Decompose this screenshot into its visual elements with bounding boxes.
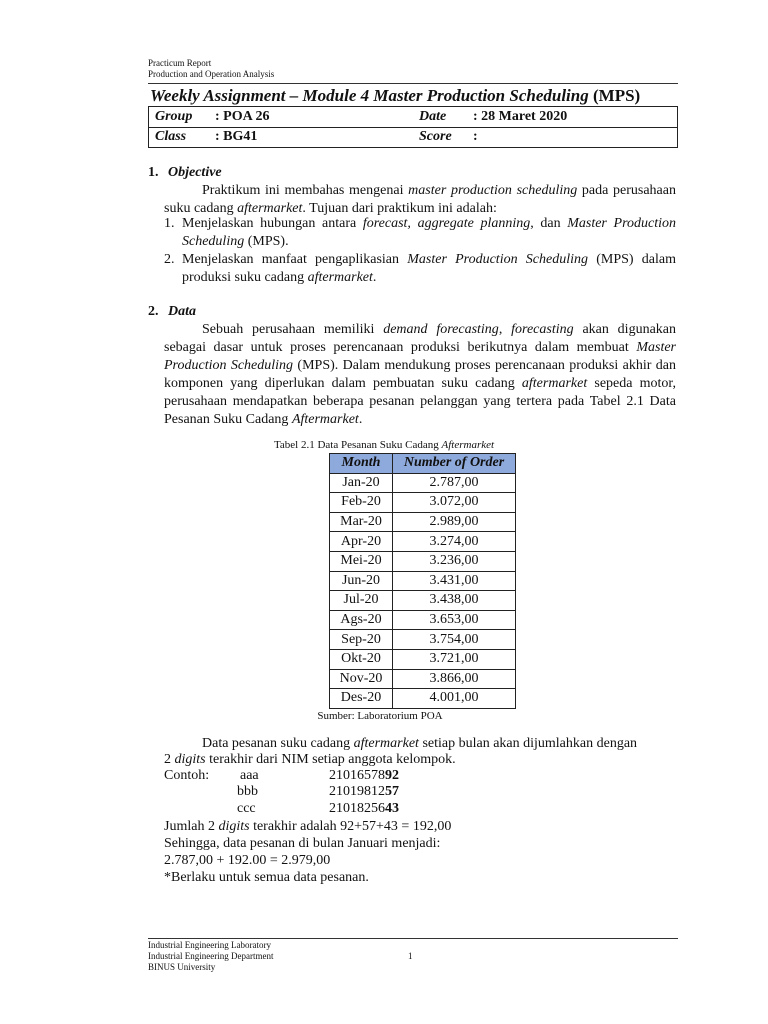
footer-rule: [148, 938, 678, 939]
date-value: : 28 Maret 2020: [473, 109, 568, 124]
note-line: *Berlaku untuk semua data pesanan.: [164, 870, 369, 885]
sehingga-line: Sehingga, data pesanan di bulan Januari menjadi:: [164, 836, 441, 851]
calc-line: 2.787,00 + 192.00 = 2.979,00: [164, 853, 331, 868]
table-caption: Tabel 2.1 Data Pesanan Suku Cadang Aftermarket: [273, 439, 495, 451]
after-table-line-2: 2 digits terakhir dari NIM setiap anggota kelompok.: [164, 752, 456, 767]
title-abbr: (MPS): [593, 86, 641, 105]
objective-intro: Praktikum ini membahas mengenai master production scheduling pada perusahaan suku cadang aftermarket. Tujuan dari praktikum ini adalah:: [164, 183, 676, 216]
table-row: Okt-20 3.721,00: [330, 649, 516, 669]
example-name: aaa: [240, 768, 259, 783]
data-heading: [148, 303, 196, 321]
header-line-2: Production and Operation Analysis: [148, 69, 275, 79]
class-label: Class: [155, 129, 187, 144]
objective-item-2: 2. Menjelaskan manfaat pengaplikasian Master Production Scheduling (MPS) dalam produksi suku cadang aftermarket.: [164, 252, 676, 285]
data-number: 2.: [148, 304, 159, 319]
header-line-1: Practicum Report: [148, 58, 212, 68]
table-row: Jul-20 3.438,00: [330, 591, 516, 611]
objective-heading: [148, 164, 222, 182]
table-row: Nov-20 3.866,00: [330, 669, 516, 689]
example-nim: 2101981257: [329, 784, 399, 799]
footer-line-1: Industrial Engineering Laboratory: [148, 940, 271, 950]
objective-title: Objective: [168, 165, 222, 180]
table-header-row: [330, 454, 516, 474]
score-value: :: [473, 129, 478, 144]
footer-line-3: BINUS University: [148, 962, 216, 972]
after-table-line-1: Data pesanan suku cadang aftermarket setiap bulan akan dijumlahkan dengan: [202, 736, 638, 751]
footer-line-2: Industrial Engineering Department: [148, 951, 274, 961]
sum-line: Jumlah 2 digits terakhir adalah 92+57+43 = 192,00: [164, 819, 452, 834]
date-label: Date: [419, 109, 447, 124]
table-row: Des-20 4.001,00: [330, 689, 516, 709]
table-row: Sep-20 3.754,00: [330, 630, 516, 650]
running-header: [148, 58, 274, 80]
objective-number: 1.: [148, 165, 159, 180]
table-row: Jan-20 2.787,00: [330, 473, 516, 493]
data-title: Data: [168, 304, 196, 319]
info-row-class: [149, 127, 677, 147]
month-header: Month: [330, 454, 393, 474]
table-source: Sumber: Laboratorium POA: [317, 710, 443, 722]
info-row-group: [149, 107, 677, 128]
example-name: ccc: [237, 801, 256, 816]
example-nim: 2101657892: [329, 768, 399, 783]
table-row: Mar-20 2.989,00: [330, 512, 516, 532]
contoh-label: Contoh:: [164, 768, 210, 783]
page-number: 1: [408, 951, 413, 961]
page-title: [150, 86, 640, 106]
header-rule: [148, 83, 678, 84]
running-footer: [148, 940, 273, 973]
order-table: [329, 453, 516, 709]
table-row: Mei-20 3.236,00: [330, 551, 516, 571]
title-main: Weekly Assignment – Module 4 Master Production Scheduling: [150, 86, 589, 105]
score-label: Score: [419, 129, 452, 144]
group-label: Group: [155, 109, 193, 124]
order-header: Number of Order: [393, 454, 516, 474]
info-box: [148, 106, 678, 148]
class-value: : BG41: [215, 129, 258, 144]
objective-item-1: 1. Menjelaskan hubungan antara forecast, aggregate planning, dan Master Production Scheduling (MPS).: [164, 216, 676, 249]
table-row: Ags-20 3.653,00: [330, 610, 516, 630]
data-paragraph: Sebuah perusahaan memiliki demand forecasting, forecasting akan digunakan sebagai dasar untuk proses perencanaan produksi berikutnya dalam membuat Master Production Scheduling (MPS). Dalam mendukung proses perencanaan produksi akhir dan komponen yang diperlukan dalam pembuatan suku cadang aftermarket sepeda motor, perusahaan mendapatkan beberapa pesanan pelanggan yang tertera pada Tabel 2.1 Data Pesanan Suku Cadang Aftermarket.: [164, 322, 677, 427]
example-name: bbb: [237, 784, 258, 799]
group-value: : POA 26: [215, 109, 270, 124]
table-row: Apr-20 3.274,00: [330, 532, 516, 552]
example-nim: 2101825643: [329, 801, 399, 816]
table-row: Jun-20 3.431,00: [330, 571, 516, 591]
table-row: Feb-20 3.072,00: [330, 493, 516, 513]
